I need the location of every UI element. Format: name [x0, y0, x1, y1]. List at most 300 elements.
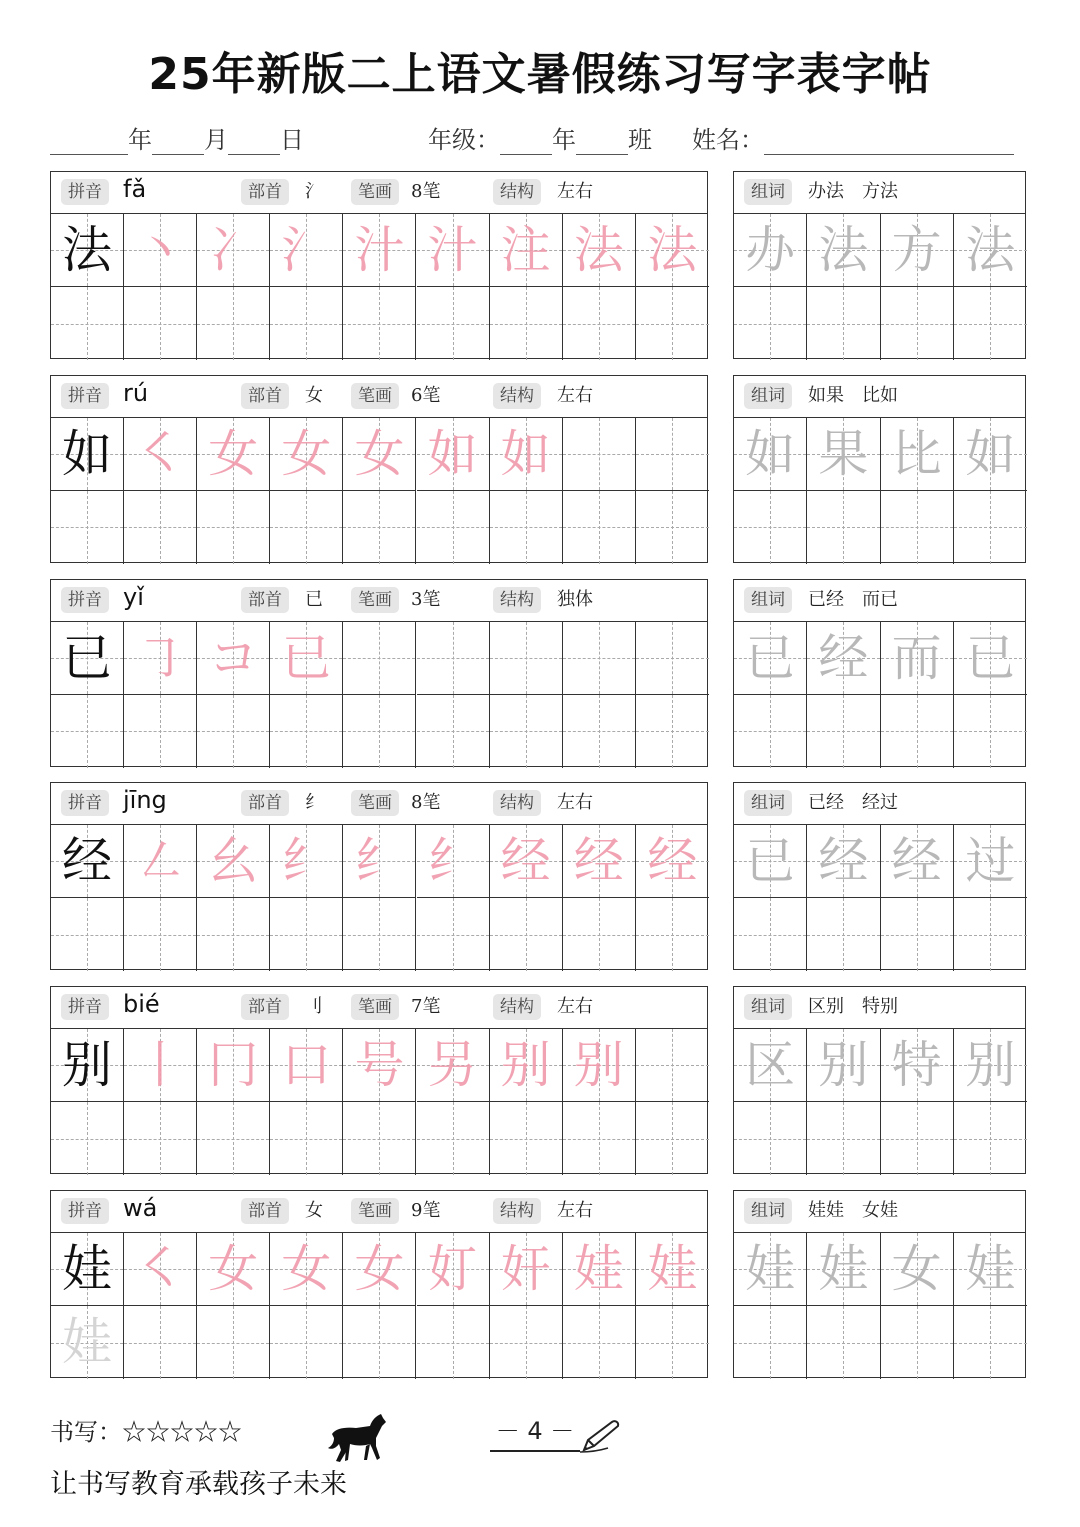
strokes-tag: 笔画 [351, 790, 399, 816]
grid-cell[interactable] [490, 214, 563, 287]
grid-cell[interactable] [954, 1029, 1027, 1102]
char-info-header [51, 172, 707, 214]
words-header [734, 172, 1025, 214]
grid-cell[interactable] [197, 1233, 270, 1306]
radical-value: 刂 [305, 996, 323, 1018]
stroke-order-step: 纟 [354, 832, 405, 891]
grid-cell[interactable] [563, 491, 636, 564]
structure-value: 左右 [557, 384, 593, 406]
structure-tag: 结构 [493, 790, 541, 816]
grid-cell[interactable] [417, 695, 490, 768]
word-trace-character: 法 [818, 221, 869, 279]
grid-cell[interactable] [490, 1029, 563, 1102]
char-info-header [51, 987, 707, 1029]
grid-cell[interactable] [124, 1102, 197, 1175]
words-card [733, 986, 1026, 1174]
grid-cell[interactable] [51, 898, 124, 971]
grid-cell[interactable] [197, 1102, 270, 1175]
grid-cell[interactable] [807, 1102, 880, 1175]
structure-tag: 结构 [493, 587, 541, 613]
grid-cell[interactable] [636, 825, 709, 898]
grid-cell[interactable] [954, 287, 1027, 360]
stroke-order-step: ㇆ [135, 628, 186, 687]
grid-cell[interactable] [343, 622, 416, 695]
grid-cell[interactable] [734, 622, 807, 695]
class-blank[interactable] [576, 125, 628, 155]
grid-cell[interactable] [954, 491, 1027, 564]
practice-grid [51, 1233, 707, 1377]
words-card [733, 579, 1026, 767]
words-card [733, 375, 1026, 563]
grid-cell[interactable] [636, 1102, 709, 1175]
radical-tag: 部首 [241, 383, 289, 409]
grid-cell[interactable] [417, 898, 490, 971]
strokes-value: 9笔 [411, 1200, 441, 1221]
words-tag: 组词 [744, 383, 792, 409]
grid-cell[interactable] [881, 898, 954, 971]
words-header [734, 783, 1025, 825]
words-grid [734, 622, 1025, 766]
practice-grid [51, 825, 707, 969]
grid-cell[interactable] [490, 622, 563, 695]
radical-tag: 部首 [241, 179, 289, 205]
stroke-order-step: 别 [573, 1036, 624, 1095]
grid-cell[interactable] [807, 418, 880, 491]
grid-cell[interactable] [636, 898, 709, 971]
grid-cell[interactable] [343, 898, 416, 971]
grid-cell[interactable] [197, 695, 270, 768]
radical-tag: 部首 [241, 994, 289, 1020]
stroke-order-step: 冂 [208, 1036, 259, 1095]
grid-cell[interactable] [881, 287, 954, 360]
grid-cell[interactable] [51, 1029, 124, 1102]
pinyin-tag: 拼音 [61, 587, 109, 613]
grid-cell[interactable] [636, 1029, 709, 1102]
grid-cell[interactable] [563, 214, 636, 287]
grid-cell[interactable] [417, 1233, 490, 1306]
words-tag: 组词 [744, 1198, 792, 1224]
grid-cell[interactable] [636, 622, 709, 695]
grid-cell[interactable] [343, 695, 416, 768]
words-card [733, 1190, 1026, 1378]
grid-cell[interactable] [563, 1102, 636, 1175]
stroke-order-step: 法 [647, 221, 698, 279]
practice-grid [51, 214, 707, 358]
grid-cell[interactable] [197, 287, 270, 360]
grid-cell[interactable] [51, 622, 124, 695]
name-row [692, 120, 1014, 156]
grid-cell[interactable] [124, 214, 197, 287]
grid-cell[interactable] [343, 825, 416, 898]
strokes-value: 7笔 [411, 996, 441, 1018]
grid-cell[interactable] [734, 1102, 807, 1175]
pinyin-tag: 拼音 [61, 790, 109, 816]
stroke-order-step: ㇛ [135, 1240, 186, 1298]
grid-cell[interactable] [954, 898, 1027, 971]
words-tag: 组词 [744, 790, 792, 816]
words-header [734, 1191, 1025, 1233]
grid-cell[interactable] [490, 695, 563, 768]
words-grid [734, 214, 1025, 358]
grid-cell[interactable] [807, 898, 880, 971]
strokes-value: 8笔 [411, 792, 441, 814]
grid-cell[interactable] [124, 491, 197, 564]
grid-cell[interactable] [734, 418, 807, 491]
grid-cell[interactable] [490, 287, 563, 360]
grid-cell[interactable] [563, 695, 636, 768]
radical-value: 已 [305, 588, 323, 610]
grid-cell[interactable] [636, 214, 709, 287]
words-header [734, 987, 1025, 1029]
pinyin-tag: 拼音 [61, 994, 109, 1020]
grid-cell[interactable] [954, 825, 1027, 898]
strokes-value: 8笔 [411, 181, 441, 202]
radical-tag: 部首 [241, 587, 289, 613]
grid-cell[interactable] [270, 1029, 343, 1102]
grid-cell[interactable] [954, 214, 1027, 287]
stroke-order-step: 另 [427, 1036, 478, 1095]
grid-cell[interactable] [51, 418, 124, 491]
char-card [50, 171, 708, 359]
grid-cell[interactable] [734, 695, 807, 768]
word-trace-character: 娃 [818, 1240, 869, 1298]
grid-cell[interactable] [881, 1102, 954, 1175]
grid-cell[interactable] [343, 1102, 416, 1175]
strokes-tag: 笔画 [351, 994, 399, 1020]
stroke-order-step: 冫 [208, 221, 259, 279]
grid-cell[interactable] [51, 491, 124, 564]
char-card [50, 782, 708, 970]
grid-cell[interactable] [51, 1102, 124, 1175]
page-title: 25年新版二上语文暑假练习写字表字帖 [148, 49, 932, 100]
grid-cell[interactable] [807, 695, 880, 768]
words-value: 已经 而已 [808, 588, 898, 610]
stroke-order-step: 女 [208, 424, 259, 483]
grid-cell[interactable] [636, 1306, 709, 1379]
grid-cell[interactable] [51, 1233, 124, 1306]
pen-icon [578, 1418, 622, 1454]
grid-cell[interactable] [417, 1306, 490, 1379]
structure-tag: 结构 [493, 994, 541, 1020]
stroke-order-step: コ [208, 628, 259, 687]
grid-cell[interactable] [343, 491, 416, 564]
grid-cell[interactable] [270, 622, 343, 695]
word-trace-character: 别 [818, 1036, 869, 1095]
grid-cell[interactable] [51, 1306, 124, 1379]
stroke-order-step: 娃 [647, 1240, 698, 1298]
word-trace-character: 经 [818, 832, 869, 891]
grid-cell[interactable] [124, 1029, 197, 1102]
stroke-order-step: 女 [354, 1240, 405, 1298]
strokes-tag: 笔画 [351, 179, 399, 205]
name-blank[interactable] [764, 125, 1014, 155]
grid-cell[interactable] [124, 287, 197, 360]
words-value: 娃娃 女娃 [808, 1200, 898, 1221]
char-info-header [51, 1191, 707, 1233]
model-character: 别 [62, 1036, 113, 1095]
grid-cell[interactable] [124, 898, 197, 971]
radical-value: 纟 [305, 792, 323, 814]
grid-cell[interactable] [563, 898, 636, 971]
stroke-order-step: 如 [427, 424, 478, 483]
stroke-order-step: 纟 [427, 832, 478, 891]
grade-year-label: 年 [552, 126, 576, 154]
model-character: 经 [62, 832, 113, 891]
grid-cell[interactable] [807, 214, 880, 287]
grid-cell[interactable] [51, 695, 124, 768]
char-info-header [51, 783, 707, 825]
grid-cell[interactable] [490, 825, 563, 898]
grid-cell[interactable] [734, 898, 807, 971]
grid-cell[interactable] [636, 287, 709, 360]
word-trace-character: 别 [965, 1036, 1016, 1095]
stroke-order-step: 注 [500, 221, 551, 279]
word-trace-character: 经 [891, 832, 942, 891]
grid-cell[interactable] [124, 622, 197, 695]
grid-cell[interactable] [954, 1306, 1027, 1379]
grid-cell[interactable] [636, 418, 709, 491]
trace-character: 娃 [62, 1313, 113, 1371]
year-blank[interactable] [50, 125, 128, 155]
month-blank[interactable] [152, 125, 204, 155]
stroke-order-step: 娃 [573, 1240, 624, 1298]
grid-cell[interactable] [197, 491, 270, 564]
pinyin-value: yǐ [123, 582, 144, 611]
grid-cell[interactable] [417, 418, 490, 491]
grid-cell[interactable] [270, 418, 343, 491]
grade-row [428, 120, 652, 156]
grid-cell[interactable] [807, 1233, 880, 1306]
grid-cell[interactable] [807, 1029, 880, 1102]
grid-cell[interactable] [270, 287, 343, 360]
strokes-tag: 笔画 [351, 383, 399, 409]
words-grid [734, 1233, 1025, 1377]
model-character: 法 [62, 221, 113, 279]
words-grid [734, 1029, 1025, 1173]
words-value: 区别 特别 [808, 996, 898, 1018]
grid-cell[interactable] [734, 491, 807, 564]
grid-cell[interactable] [343, 1306, 416, 1379]
grid-cell[interactable] [124, 695, 197, 768]
grid-cell[interactable] [270, 1306, 343, 1379]
grid-cell[interactable] [734, 287, 807, 360]
word-trace-character: 经 [818, 628, 869, 687]
grid-cell[interactable] [270, 1233, 343, 1306]
stroke-order-step: 奸 [500, 1240, 551, 1298]
grid-cell[interactable] [197, 898, 270, 971]
grid-cell[interactable] [490, 898, 563, 971]
grid-cell[interactable] [417, 287, 490, 360]
grid-cell[interactable] [954, 418, 1027, 491]
grid-cell[interactable] [270, 695, 343, 768]
word-trace-character: 而 [891, 628, 942, 687]
grid-cell[interactable] [807, 622, 880, 695]
pinyin-tag: 拼音 [61, 1198, 109, 1224]
year-label: 年 [128, 126, 152, 154]
grid-cell[interactable] [881, 1306, 954, 1379]
grid-cell[interactable] [881, 418, 954, 491]
word-trace-character: 过 [965, 832, 1016, 891]
stroke-order-step: 丨 [135, 1036, 186, 1095]
grid-cell[interactable] [343, 1029, 416, 1102]
word-trace-character: 女 [891, 1240, 942, 1298]
grid-cell[interactable] [417, 1029, 490, 1102]
words-header [734, 376, 1025, 418]
grid-cell[interactable] [197, 418, 270, 491]
stroke-order-step: 奵 [427, 1240, 478, 1298]
grid-cell[interactable] [270, 825, 343, 898]
stroke-order-step: 幺 [208, 832, 259, 891]
grid-cell[interactable] [197, 1306, 270, 1379]
grid-cell[interactable] [270, 214, 343, 287]
grid-cell[interactable] [881, 622, 954, 695]
grid-cell[interactable] [490, 491, 563, 564]
grid-cell[interactable] [954, 1102, 1027, 1175]
grid-cell[interactable] [490, 1306, 563, 1379]
grid-cell[interactable] [734, 1306, 807, 1379]
practice-grid [51, 622, 707, 766]
grid-cell[interactable] [734, 214, 807, 287]
words-card [733, 782, 1026, 970]
structure-value: 左右 [557, 792, 593, 814]
grid-cell[interactable] [563, 622, 636, 695]
grade-year-blank[interactable] [500, 125, 552, 155]
grid-cell[interactable] [636, 695, 709, 768]
stroke-order-step: ㇛ [135, 424, 186, 483]
grid-cell[interactable] [417, 1102, 490, 1175]
grid-cell[interactable] [417, 214, 490, 287]
stroke-order-step: 汁 [427, 221, 478, 279]
horse-icon [326, 1412, 388, 1468]
word-trace-character: 果 [818, 424, 869, 483]
word-trace-character: 特 [891, 1036, 942, 1095]
grid-cell[interactable] [954, 622, 1027, 695]
radical-value: 女 [305, 1200, 323, 1221]
grid-cell[interactable] [881, 1233, 954, 1306]
grid-cell[interactable] [563, 1233, 636, 1306]
structure-tag: 结构 [493, 1198, 541, 1224]
grid-cell[interactable] [563, 418, 636, 491]
grid-cell[interactable] [807, 491, 880, 564]
grid-cell[interactable] [417, 622, 490, 695]
char-card [50, 986, 708, 1174]
grid-cell[interactable] [124, 418, 197, 491]
grid-cell[interactable] [270, 1102, 343, 1175]
grid-cell[interactable] [636, 1233, 709, 1306]
grid-cell[interactable] [490, 418, 563, 491]
grid-cell[interactable] [51, 825, 124, 898]
grid-cell[interactable] [270, 491, 343, 564]
word-trace-character: 区 [745, 1036, 796, 1095]
words-header [734, 580, 1025, 622]
grid-cell[interactable] [807, 1306, 880, 1379]
stroke-order-step: 经 [500, 832, 551, 891]
grid-cell[interactable] [954, 695, 1027, 768]
grid-cell[interactable] [881, 1029, 954, 1102]
grid-cell[interactable] [343, 418, 416, 491]
stroke-order-step: 氵 [281, 221, 332, 279]
grade-label: 年级： [428, 126, 500, 154]
grid-cell[interactable] [417, 825, 490, 898]
grid-cell[interactable] [563, 287, 636, 360]
words-value: 如果 比如 [808, 384, 898, 406]
stroke-order-step: 女 [281, 1240, 332, 1298]
day-blank[interactable] [228, 125, 280, 155]
grid-cell[interactable] [734, 1233, 807, 1306]
grid-cell[interactable] [343, 287, 416, 360]
char-card [50, 375, 708, 563]
slogan: 让书写教育承载孩子未来 [50, 1469, 347, 1500]
grid-cell[interactable] [734, 825, 807, 898]
grid-cell[interactable] [807, 825, 880, 898]
grid-cell[interactable] [490, 1102, 563, 1175]
strokes-tag: 笔画 [351, 1198, 399, 1224]
rating-stars[interactable]: ☆☆☆☆☆ [122, 1418, 242, 1446]
practice-grid [51, 1029, 707, 1173]
words-value: 已经 经过 [808, 792, 898, 814]
grid-cell[interactable] [51, 214, 124, 287]
radical-tag: 部首 [241, 790, 289, 816]
words-tag: 组词 [744, 994, 792, 1020]
grid-cell[interactable] [563, 1306, 636, 1379]
grid-cell[interactable] [954, 1233, 1027, 1306]
grid-cell[interactable] [197, 622, 270, 695]
grid-cell[interactable] [343, 1233, 416, 1306]
grid-cell[interactable] [270, 898, 343, 971]
structure-value: 独体 [557, 588, 593, 610]
grid-cell[interactable] [124, 1306, 197, 1379]
char-card [50, 1190, 708, 1378]
structure-tag: 结构 [493, 179, 541, 205]
grid-cell[interactable] [490, 1233, 563, 1306]
stroke-order-step: 女 [208, 1240, 259, 1298]
grid-cell[interactable] [124, 1233, 197, 1306]
stroke-order-step: 丶 [135, 221, 186, 279]
stroke-order-step: 如 [500, 424, 551, 483]
grid-cell[interactable] [636, 491, 709, 564]
pinyin-value: fǎ [123, 175, 147, 203]
structure-value: 左右 [557, 181, 593, 202]
stroke-order-step: 女 [281, 424, 332, 483]
structure-value: 左右 [557, 996, 593, 1018]
grid-cell[interactable] [197, 1029, 270, 1102]
char-info-header [51, 580, 707, 622]
stroke-order-step: 法 [573, 221, 624, 279]
rating-label: 书写： [50, 1418, 122, 1446]
name-label: 姓名： [692, 126, 764, 154]
stroke-order-step: 纟 [281, 832, 332, 891]
grid-cell[interactable] [881, 695, 954, 768]
grid-cell[interactable] [734, 1029, 807, 1102]
grid-cell[interactable] [881, 825, 954, 898]
words-grid [734, 418, 1025, 562]
grid-cell[interactable] [881, 491, 954, 564]
grid-cell[interactable] [343, 214, 416, 287]
grid-cell[interactable] [197, 214, 270, 287]
grid-cell[interactable] [417, 491, 490, 564]
stroke-order-step: 汁 [354, 221, 405, 279]
grid-cell[interactable] [881, 214, 954, 287]
grid-cell[interactable] [51, 287, 124, 360]
word-trace-character: 已 [745, 628, 796, 687]
grid-cell[interactable] [124, 825, 197, 898]
grid-cell[interactable] [807, 287, 880, 360]
grid-cell[interactable] [563, 825, 636, 898]
pinyin-value: jīng [123, 786, 167, 815]
grid-cell[interactable] [197, 825, 270, 898]
stroke-order-step: 经 [647, 832, 698, 891]
grid-cell[interactable] [563, 1029, 636, 1102]
